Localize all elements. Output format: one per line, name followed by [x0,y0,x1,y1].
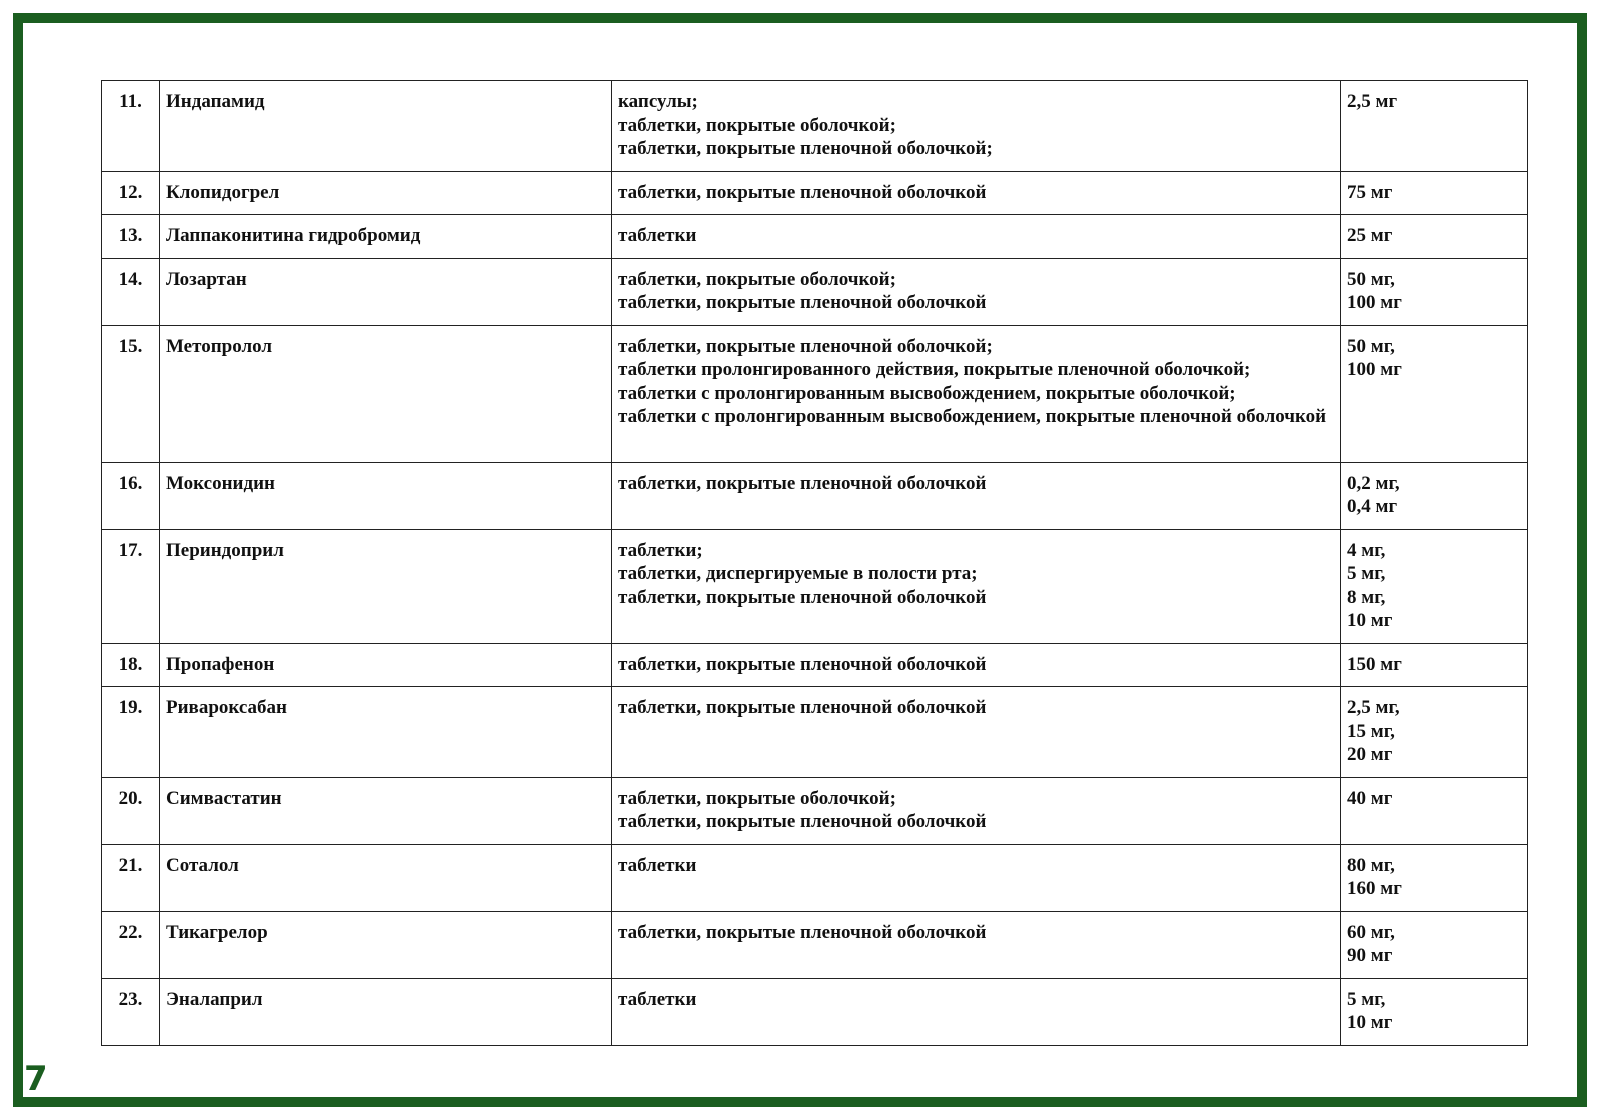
dosage-form-line: таблетки, покрытые пленочной оболочкой [618,472,987,494]
table-row [102,462,1528,529]
table-row [102,81,1528,172]
doses [1341,911,1528,978]
row-number: 11. [102,81,160,172]
dosage-form-line: таблетки, покрытые пленочной оболочкой [618,921,987,943]
dosage-form-line: таблетки, покрытые пленочной оболочкой [618,811,987,832]
row-number: 13. [102,215,160,259]
dosage-form-line: капсулы; [618,91,698,112]
row-number: 12. [102,171,160,215]
dose-line: 0,4 мг [1347,496,1398,517]
drug-name: Симвастатин [160,777,612,844]
table-row [102,258,1528,325]
dosage-form-line: таблетки; [618,539,703,561]
drug-name: Эналаприл [160,978,612,1045]
row-number: 21. [102,844,160,911]
dosage-form-line: таблетки, диспергируемые в полости рта; [618,563,978,584]
doses [1341,687,1528,778]
table-row [102,687,1528,778]
dose-line: 75 мг [1347,181,1393,203]
drug-name: Лозартан [160,258,612,325]
doses [1341,325,1528,462]
drug-name: Клопидогрел [160,171,612,215]
drug-name: Пропафенон [160,643,612,687]
dosage-form-line: таблетки [618,225,697,246]
doses [1341,215,1528,259]
dosage-forms [612,844,1341,911]
drug-name: Метопролол [160,325,612,462]
dosage-forms [612,215,1341,259]
doses [1341,171,1528,215]
dose-line: 160 мг [1347,878,1402,899]
table-row [102,529,1528,643]
table-row [102,911,1528,978]
drug-name: Лаппаконитина гидробромид [160,215,612,259]
doses [1341,529,1528,643]
drug-name: Периндоприл [160,529,612,643]
drug-name: Индапамид [160,81,612,172]
dosage-form-line: таблетки [618,854,697,876]
dosage-form-line: таблетки, покрытые пленочной оболочкой [618,181,987,203]
dose-line: 50 мг, [1347,335,1395,357]
dosage-forms [612,258,1341,325]
row-number: 19. [102,687,160,778]
dosage-form-line: таблетки, покрытые пленочной оболочкой [618,697,987,718]
drug-name: Ривароксабан [160,687,612,778]
drug-name: Соталол [160,844,612,911]
dose-line: 50 мг, [1347,268,1395,290]
dose-line: 5 мг, [1347,988,1386,1010]
dose-line: 20 мг [1347,744,1393,765]
doses [1341,777,1528,844]
dosage-form-line: таблетки [618,988,697,1010]
table-row [102,325,1528,462]
dosage-form-line: таблетки, покрытые пленочной оболочкой [618,653,987,675]
dosage-form-line: таблетки с пролонгированным высвобождением, покрытые оболочкой; [618,382,1236,404]
dosage-form-line: таблетки, покрытые пленочной оболочкой [618,586,987,608]
doses [1341,81,1528,172]
dosage-forms [612,978,1341,1045]
table-row [102,643,1528,687]
dose-line: 150 мг [1347,653,1402,675]
dose-line: 15 мг, [1347,720,1395,742]
dosage-form-line: таблетки, покрытые пленочной оболочкой [618,292,987,313]
dose-line: 60 мг, [1347,921,1395,943]
table-row [102,215,1528,259]
dosage-forms [612,325,1341,462]
doses [1341,643,1528,687]
dosage-forms [612,81,1341,172]
dosage-form-line: таблетки пролонгированного действия, покрытые пленочной оболочкой; [618,359,1251,380]
dose-line: 5 мг, [1347,563,1386,584]
dosage-forms [612,171,1341,215]
page-number: 7 [24,1059,48,1099]
dose-line: 100 мг [1347,292,1402,313]
drug-table-body [102,81,1528,1046]
table-row [102,844,1528,911]
dose-line: 40 мг [1347,787,1393,809]
dose-line: 2,5 мг, [1347,697,1400,718]
dose-line: 8 мг, [1347,586,1386,608]
dose-line: 10 мг [1347,610,1393,631]
table-row [102,978,1528,1045]
row-number: 18. [102,643,160,687]
dose-line: 4 мг, [1347,539,1386,561]
dosage-form-line: таблетки, покрытые оболочкой; [618,114,896,136]
dose-line: 90 мг [1347,945,1393,966]
doses [1341,844,1528,911]
dosage-form-line: таблетки, покрытые оболочкой; [618,268,896,290]
doses [1341,258,1528,325]
dosage-forms [612,643,1341,687]
dose-line: 10 мг [1347,1012,1393,1033]
dosage-form-line: таблетки, покрытые пленочной оболочкой; [618,138,993,159]
doses [1341,462,1528,529]
drug-name: Тикагрелор [160,911,612,978]
dosage-forms [612,911,1341,978]
row-number: 16. [102,462,160,529]
row-number: 15. [102,325,160,462]
dosage-form-line: таблетки, покрытые оболочкой; [618,787,896,809]
dosage-form-line: таблетки с пролонгированным высвобождением, покрытые пленочной оболочкой [618,406,1327,427]
dosage-forms [612,462,1341,529]
drug-name: Моксонидин [160,462,612,529]
dose-line: 2,5 мг [1347,91,1398,112]
row-number: 23. [102,978,160,1045]
table-row [102,777,1528,844]
drug-table [101,80,1528,1046]
row-number: 22. [102,911,160,978]
dose-line: 80 мг, [1347,854,1395,876]
row-number: 20. [102,777,160,844]
dosage-forms [612,777,1341,844]
table-row [102,171,1528,215]
dose-line: 0,2 мг, [1347,472,1400,494]
dosage-forms [612,529,1341,643]
row-number: 14. [102,258,160,325]
dose-line: 100 мг [1347,359,1402,380]
dosage-form-line: таблетки, покрытые пленочной оболочкой; [618,335,993,357]
doses [1341,978,1528,1045]
row-number: 17. [102,529,160,643]
dosage-forms [612,687,1341,778]
dose-line: 25 мг [1347,225,1393,246]
